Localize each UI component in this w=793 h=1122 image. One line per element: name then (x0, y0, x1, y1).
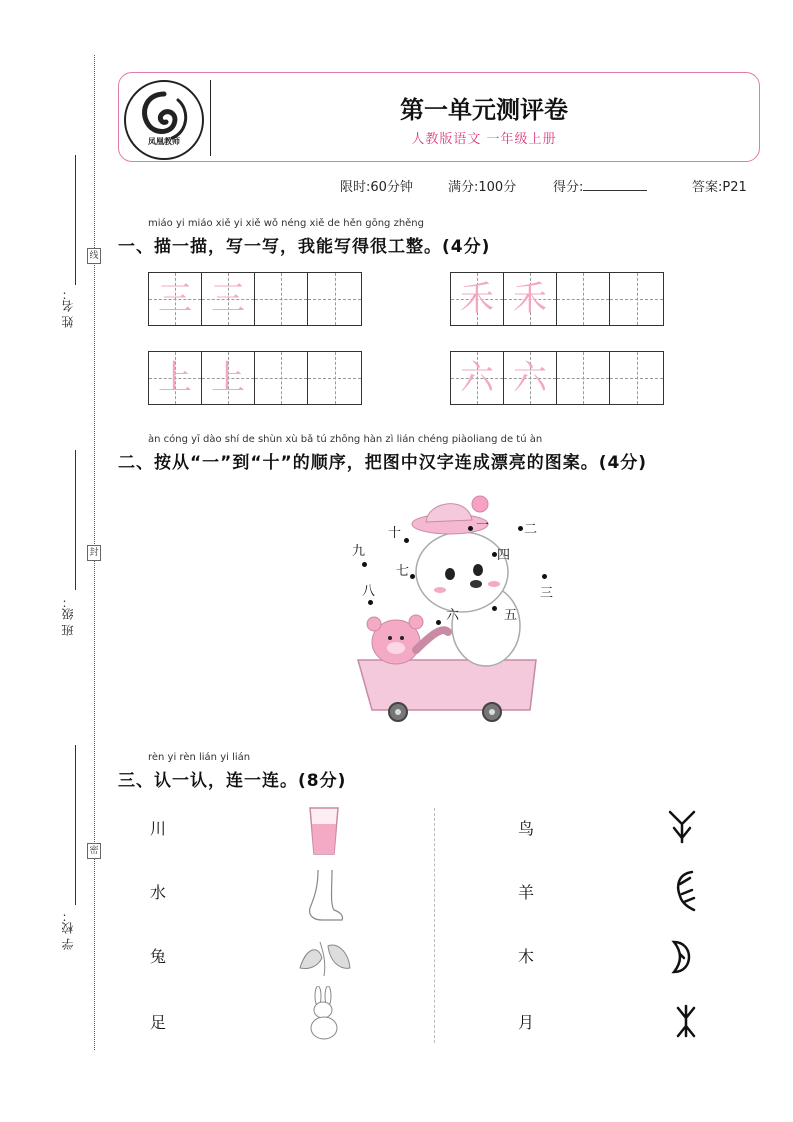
grid-cell[interactable] (504, 352, 557, 404)
writing-grid-3[interactable] (148, 351, 362, 405)
score-field[interactable] (553, 176, 647, 195)
match-char-zu[interactable]: 足 (150, 1013, 167, 1032)
dot-four[interactable] (492, 552, 497, 557)
q1-title: 一、描一描，写一写，我能写得很工整。(4分) (118, 237, 491, 257)
trace-char (255, 273, 307, 325)
grid-cell[interactable] (610, 273, 663, 325)
match-char-yang[interactable]: 羊 (518, 883, 535, 902)
label-four: 四 (497, 548, 511, 563)
grid-cell[interactable] (255, 352, 308, 404)
dot-nine[interactable] (362, 562, 367, 567)
grid-cell[interactable] (255, 273, 308, 325)
grid-cell[interactable] (451, 352, 504, 404)
trace-char: 禾 (513, 279, 547, 319)
q3-pinyin: rèn yi rèn lián yi lián (148, 752, 251, 763)
label-three: 三 (540, 586, 554, 601)
trace-char (308, 273, 361, 325)
score-blank[interactable] (583, 178, 647, 191)
q2-title: 二、按从“一”到“十”的顺序，把图中汉字连成漂亮的图案。(4分) (118, 453, 648, 473)
foot-icon[interactable] (304, 868, 346, 922)
match-char-niao[interactable]: 鸟 (518, 819, 535, 838)
name-blank[interactable] (75, 155, 76, 285)
writing-grid-4[interactable] (450, 351, 664, 405)
grid-cell[interactable] (557, 273, 610, 325)
dot-one[interactable] (468, 526, 473, 531)
label-ten: 十 (388, 526, 402, 541)
q2-pinyin: àn cóng yī dào shí de shùn xù bǎ tú zhōng hàn zì lián chéng piàoliang de tú àn (148, 434, 543, 445)
dot-eight[interactable] (368, 600, 373, 605)
time-limit: 限时:60分钟 (340, 180, 413, 195)
grid-cell[interactable] (610, 352, 663, 404)
moon-glyph-icon[interactable] (670, 938, 696, 976)
class-blank[interactable] (75, 450, 76, 590)
trace-char: 三 (158, 279, 192, 319)
page-subtitle: 人教版语文 一年级上册 (411, 132, 557, 147)
writing-grid-1[interactable] (148, 272, 362, 326)
grid-cell[interactable] (149, 352, 202, 404)
trace-char: 上 (211, 358, 245, 398)
label-six: 六 (446, 608, 460, 623)
dot-three[interactable] (542, 574, 547, 579)
trace-char (308, 352, 361, 404)
label-eight: 八 (362, 584, 376, 599)
label-two: 二 (524, 522, 538, 537)
writing-grid-2[interactable] (450, 272, 664, 326)
match-char-yue[interactable]: 月 (518, 1013, 535, 1032)
grid-cell[interactable] (308, 352, 361, 404)
trace-char: 六 (460, 358, 494, 398)
cut-tag-bottom: 密 (87, 843, 101, 859)
dot-six[interactable] (436, 620, 441, 625)
dot-ten[interactable] (404, 538, 409, 543)
trace-char (255, 352, 307, 404)
grid-cell[interactable] (451, 273, 504, 325)
score-label: 得分: (553, 180, 584, 195)
publisher-logo (124, 80, 204, 160)
trace-char (557, 352, 609, 404)
match-char-chuan[interactable]: 川 (150, 819, 167, 838)
match-char-mu[interactable]: 木 (518, 947, 535, 966)
rabbit-icon[interactable] (306, 986, 342, 1040)
trace-char (610, 352, 663, 404)
q1-pinyin: miáo yi miáo xiě yi xiě wǒ néng xiě de hěn gōng zhěng (148, 218, 424, 229)
trace-char: 六 (513, 358, 547, 398)
trace-char: 上 (158, 358, 192, 398)
q3-title: 三、认一认，连一连。(8分) (118, 771, 347, 791)
logo-text: 凤凰教师 (148, 137, 180, 146)
grid-cell[interactable] (504, 273, 557, 325)
label-five: 五 (504, 608, 518, 623)
match-char-tu[interactable]: 兔 (150, 947, 167, 966)
dot-two[interactable] (518, 526, 523, 531)
grid-cell[interactable] (557, 352, 610, 404)
grid-cell[interactable] (202, 352, 255, 404)
school-label: 学 校： (61, 910, 75, 950)
bird-glyph-icon[interactable] (672, 868, 698, 912)
answer-page: 答案:P21 (692, 180, 747, 195)
name-label: 姓 名： (61, 288, 75, 328)
trace-char (610, 273, 663, 325)
trace-char: 禾 (460, 279, 494, 319)
label-one: 一 (476, 518, 490, 533)
page-title: 第一单元测评卷 (400, 96, 568, 124)
dot-seven[interactable] (410, 574, 415, 579)
dot-five[interactable] (492, 606, 497, 611)
cut-tag-top: 线 (87, 248, 101, 264)
label-seven: 七 (396, 564, 410, 579)
school-blank[interactable] (75, 745, 76, 905)
grid-cell[interactable] (149, 273, 202, 325)
cut-tag-mid: 封 (87, 545, 101, 561)
glass-of-water-icon[interactable] (306, 806, 342, 856)
sheep-glyph-icon[interactable] (666, 808, 698, 844)
match-char-shui[interactable]: 水 (150, 883, 167, 902)
trace-char (557, 273, 609, 325)
full-score: 满分:100分 (448, 180, 517, 195)
river-icon[interactable] (296, 938, 354, 978)
grid-cell[interactable] (308, 273, 361, 325)
tree-glyph-icon[interactable] (674, 1004, 698, 1038)
trace-char: 三 (211, 279, 245, 319)
label-nine: 九 (352, 544, 366, 559)
grid-cell[interactable] (202, 273, 255, 325)
class-label: 班 级： (61, 596, 75, 636)
column-divider (434, 808, 435, 1043)
